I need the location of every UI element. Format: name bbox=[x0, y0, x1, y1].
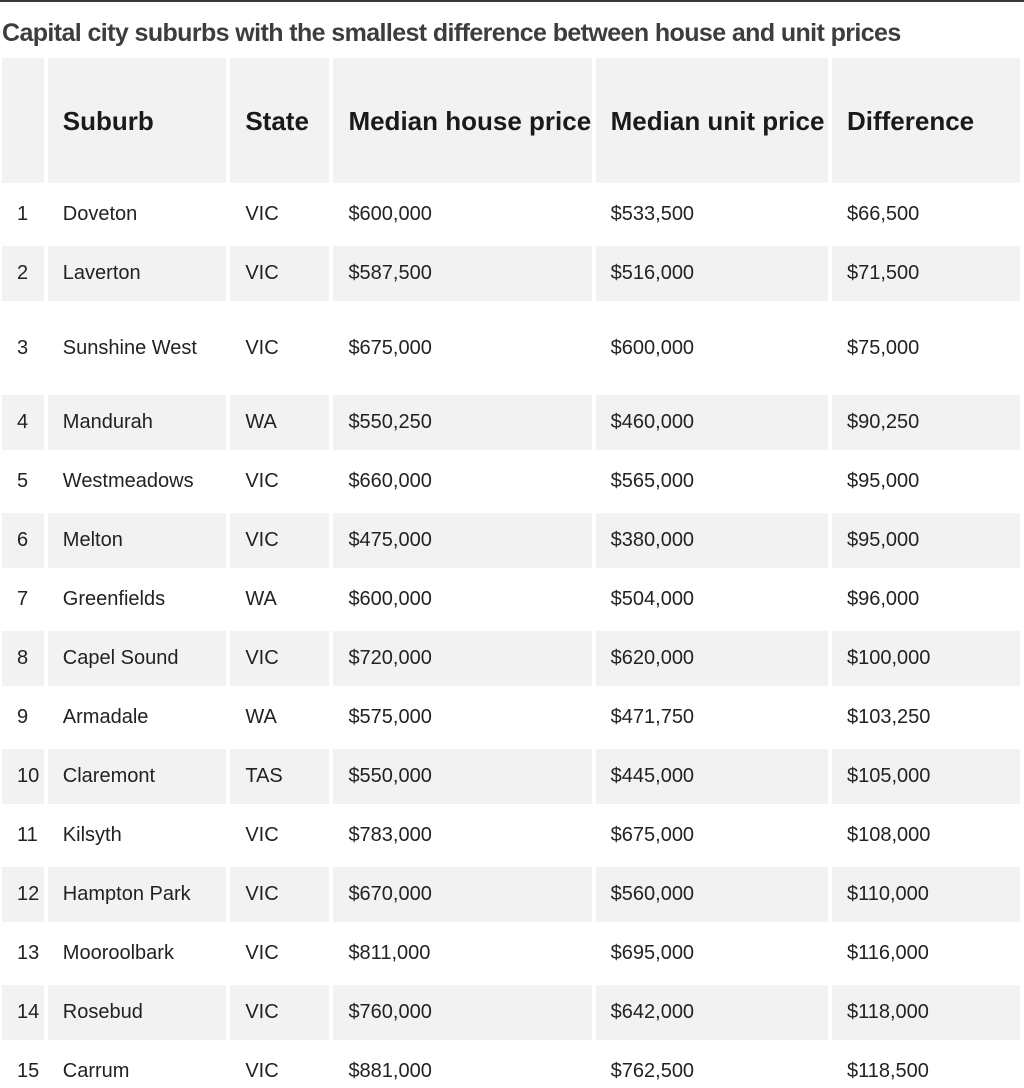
table-row bbox=[2, 867, 1020, 922]
rank-cell: 8 bbox=[2, 631, 44, 686]
header-median-unit-price: Median unit price bbox=[596, 58, 828, 183]
house-price-cell: $475,000 bbox=[333, 513, 591, 568]
unit-price-cell: $695,000 bbox=[596, 926, 828, 981]
difference-cell: $100,000 bbox=[832, 631, 1020, 686]
table-row bbox=[2, 749, 1020, 804]
header-median-house-price: Median house price bbox=[333, 58, 591, 183]
suburb-cell: Armadale bbox=[48, 690, 227, 745]
unit-price-cell: $460,000 bbox=[596, 395, 828, 450]
state-cell: VIC bbox=[230, 1044, 329, 1088]
unit-price-cell: $675,000 bbox=[596, 808, 828, 863]
difference-cell: $75,000 bbox=[832, 305, 1020, 391]
house-price-cell: $811,000 bbox=[333, 926, 591, 981]
rank-cell: 11 bbox=[2, 808, 44, 863]
state-cell: WA bbox=[230, 572, 329, 627]
difference-cell: $95,000 bbox=[832, 454, 1020, 509]
house-price-cell: $600,000 bbox=[333, 572, 591, 627]
house-price-cell: $881,000 bbox=[333, 1044, 591, 1088]
suburb-cell: Claremont bbox=[48, 749, 227, 804]
suburb-cell: Rosebud bbox=[48, 985, 227, 1040]
suburb-cell: Sunshine West bbox=[48, 305, 227, 391]
rank-cell: 9 bbox=[2, 690, 44, 745]
house-price-cell: $783,000 bbox=[333, 808, 591, 863]
unit-price-cell: $445,000 bbox=[596, 749, 828, 804]
rank-cell: 2 bbox=[2, 246, 44, 301]
state-cell: WA bbox=[230, 690, 329, 745]
rank-cell: 15 bbox=[2, 1044, 44, 1088]
suburb-cell: Mandurah bbox=[48, 395, 227, 450]
rank-cell: 6 bbox=[2, 513, 44, 568]
rank-cell: 1 bbox=[2, 187, 44, 242]
header-row bbox=[2, 58, 1020, 183]
house-price-cell: $587,500 bbox=[333, 246, 591, 301]
table-row bbox=[2, 572, 1020, 627]
table-row bbox=[2, 1044, 1020, 1088]
suburb-cell: Doveton bbox=[48, 187, 227, 242]
difference-cell: $71,500 bbox=[832, 246, 1020, 301]
rank-cell: 14 bbox=[2, 985, 44, 1040]
table-row bbox=[2, 690, 1020, 745]
rank-cell: 3 bbox=[2, 305, 44, 391]
state-cell: VIC bbox=[230, 926, 329, 981]
suburb-cell: Melton bbox=[48, 513, 227, 568]
unit-price-cell: $516,000 bbox=[596, 246, 828, 301]
state-cell: VIC bbox=[230, 187, 329, 242]
suburb-cell: Mooroolbark bbox=[48, 926, 227, 981]
unit-price-cell: $642,000 bbox=[596, 985, 828, 1040]
house-price-cell: $670,000 bbox=[333, 867, 591, 922]
table-row bbox=[2, 926, 1020, 981]
suburb-cell: Carrum bbox=[48, 1044, 227, 1088]
difference-cell: $90,250 bbox=[832, 395, 1020, 450]
house-price-cell: $760,000 bbox=[333, 985, 591, 1040]
house-price-cell: $600,000 bbox=[333, 187, 591, 242]
unit-price-cell: $380,000 bbox=[596, 513, 828, 568]
rank-cell: 12 bbox=[2, 867, 44, 922]
table-row bbox=[2, 305, 1020, 391]
price-table-container bbox=[0, 54, 1024, 1088]
difference-cell: $105,000 bbox=[832, 749, 1020, 804]
table-row bbox=[2, 395, 1020, 450]
table-row bbox=[2, 808, 1020, 863]
rank-cell: 13 bbox=[2, 926, 44, 981]
suburb-cell: Hampton Park bbox=[48, 867, 227, 922]
suburb-cell: Westmeadows bbox=[48, 454, 227, 509]
house-price-cell: $660,000 bbox=[333, 454, 591, 509]
house-price-cell: $720,000 bbox=[333, 631, 591, 686]
house-price-cell: $550,250 bbox=[333, 395, 591, 450]
unit-price-cell: $565,000 bbox=[596, 454, 828, 509]
table-title: Capital city suburbs with the smallest difference between house and unit prices bbox=[2, 19, 901, 47]
difference-cell: $108,000 bbox=[832, 808, 1020, 863]
state-cell: VIC bbox=[230, 867, 329, 922]
rank-cell: 10 bbox=[2, 749, 44, 804]
unit-price-cell: $620,000 bbox=[596, 631, 828, 686]
house-price-cell: $675,000 bbox=[333, 305, 591, 391]
state-cell: VIC bbox=[230, 305, 329, 391]
difference-cell: $118,000 bbox=[832, 985, 1020, 1040]
state-cell: VIC bbox=[230, 513, 329, 568]
header-suburb: Suburb bbox=[48, 58, 227, 183]
suburb-cell: Capel Sound bbox=[48, 631, 227, 686]
state-cell: VIC bbox=[230, 246, 329, 301]
unit-price-cell: $533,500 bbox=[596, 187, 828, 242]
state-cell: VIC bbox=[230, 985, 329, 1040]
house-price-cell: $575,000 bbox=[333, 690, 591, 745]
unit-price-cell: $504,000 bbox=[596, 572, 828, 627]
state-cell: VIC bbox=[230, 808, 329, 863]
difference-cell: $103,250 bbox=[832, 690, 1020, 745]
unit-price-cell: $762,500 bbox=[596, 1044, 828, 1088]
state-cell: VIC bbox=[230, 631, 329, 686]
difference-cell: $66,500 bbox=[832, 187, 1020, 242]
rank-cell: 4 bbox=[2, 395, 44, 450]
rank-cell: 7 bbox=[2, 572, 44, 627]
table-row bbox=[2, 454, 1020, 509]
state-cell: WA bbox=[230, 395, 329, 450]
difference-cell: $110,000 bbox=[832, 867, 1020, 922]
difference-cell: $95,000 bbox=[832, 513, 1020, 568]
difference-cell: $96,000 bbox=[832, 572, 1020, 627]
rank-cell: 5 bbox=[2, 454, 44, 509]
price-table bbox=[0, 54, 1024, 1088]
difference-cell: $116,000 bbox=[832, 926, 1020, 981]
unit-price-cell: $560,000 bbox=[596, 867, 828, 922]
header-difference: Difference bbox=[832, 58, 1020, 183]
unit-price-cell: $471,750 bbox=[596, 690, 828, 745]
table-row bbox=[2, 631, 1020, 686]
unit-price-cell: $600,000 bbox=[596, 305, 828, 391]
table-row bbox=[2, 513, 1020, 568]
suburb-cell: Laverton bbox=[48, 246, 227, 301]
state-cell: TAS bbox=[230, 749, 329, 804]
suburb-cell: Kilsyth bbox=[48, 808, 227, 863]
top-rule bbox=[0, 0, 1024, 2]
house-price-cell: $550,000 bbox=[333, 749, 591, 804]
state-cell: VIC bbox=[230, 454, 329, 509]
table-row bbox=[2, 187, 1020, 242]
difference-cell: $118,500 bbox=[832, 1044, 1020, 1088]
header-state: State bbox=[230, 58, 329, 183]
header-rank bbox=[2, 58, 44, 183]
table-row bbox=[2, 246, 1020, 301]
suburb-cell: Greenfields bbox=[48, 572, 227, 627]
table-row bbox=[2, 985, 1020, 1040]
